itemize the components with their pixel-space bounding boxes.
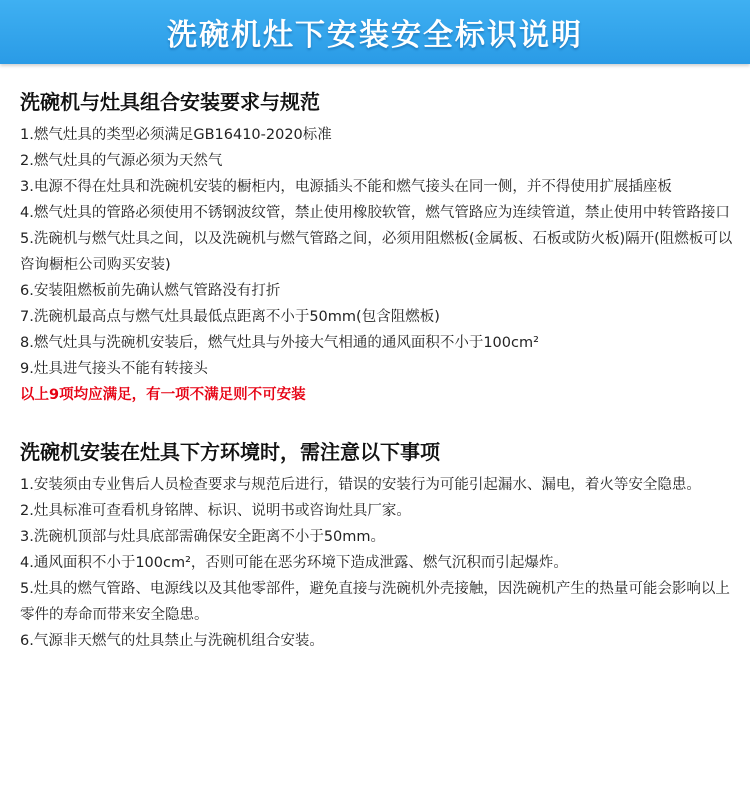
warning-note: 以上9项均应满足，有一项不满足则不可安装 bbox=[20, 387, 306, 403]
header-banner bbox=[0, 0, 750, 64]
list-item: 1.安装须由专业售后人员检查要求与规范后进行，错误的安装行为可能引起漏水、漏电，着火等安全隐患。 bbox=[20, 477, 701, 493]
list-item: 3.洗碗机顶部与灶具底部需确保安全距离不小于50mm。 bbox=[20, 529, 386, 545]
list-item: 6.安装阻燃板前先确认燃气管路没有打折 bbox=[20, 283, 281, 299]
list-item: 9.灶具进气接头不能有转接头 bbox=[20, 361, 208, 377]
section-title: 洗碗机安装在灶具下方环境时，需注意以下事项 bbox=[20, 440, 440, 464]
precautions-list bbox=[20, 472, 734, 654]
list-item: 5.洗碗机与燃气灶具之间，以及洗碗机与燃气管路之间，必须用阻燃板(金属板、石板或防火板)隔开(阻燃板可以咨询橱柜公司购买安装) bbox=[20, 231, 733, 273]
list-item: 7.洗碗机最高点与燃气灶具最低点距离不小于50mm(包含阻燃板) bbox=[20, 309, 440, 325]
list-item: 1.燃气灶具的类型必须满足GB16410-2020标准 bbox=[20, 127, 332, 143]
list-item: 4.燃气灶具的管路必须使用不锈钢波纹管，禁止使用橡胶软管，燃气管路应为连续管道，禁止使用中转管路接口 bbox=[20, 205, 730, 221]
list-item: 8.燃气灶具与洗碗机安装后，燃气灶具与外接大气相通的通风面积不小于100cm² bbox=[20, 335, 539, 351]
requirements-list bbox=[20, 122, 734, 382]
list-item: 5.灶具的燃气管路、电源线以及其他零部件，避免直接与洗碗机外壳接触，因洗碗机产生的热量可能会影响以上零件的寿命而带来安全隐患。 bbox=[20, 581, 730, 623]
list-item: 4.通风面积不小于100cm²，否则可能在恶劣环境下造成泄露、燃气沉积而引起爆炸。 bbox=[20, 555, 568, 571]
list-item: 2.灶具标准可查看机身铭牌、标识、说明书或咨询灶具厂家。 bbox=[20, 503, 411, 519]
page-title: 洗碗机灶下安装安全标识说明 bbox=[167, 18, 583, 53]
precautions-section bbox=[20, 438, 734, 654]
section-title: 洗碗机与灶具组合安装要求与规范 bbox=[20, 90, 320, 114]
installation-requirements-section bbox=[20, 88, 734, 408]
list-item: 6.气源非天燃气的灶具禁止与洗碗机组合安装。 bbox=[20, 633, 324, 649]
list-item: 2.燃气灶具的气源必须为天然气 bbox=[20, 153, 223, 169]
main-content bbox=[0, 64, 750, 654]
list-item: 3.电源不得在灶具和洗碗机安装的橱柜内，电源插头不能和燃气接头在同一侧，并不得使用扩展插座板 bbox=[20, 179, 672, 195]
